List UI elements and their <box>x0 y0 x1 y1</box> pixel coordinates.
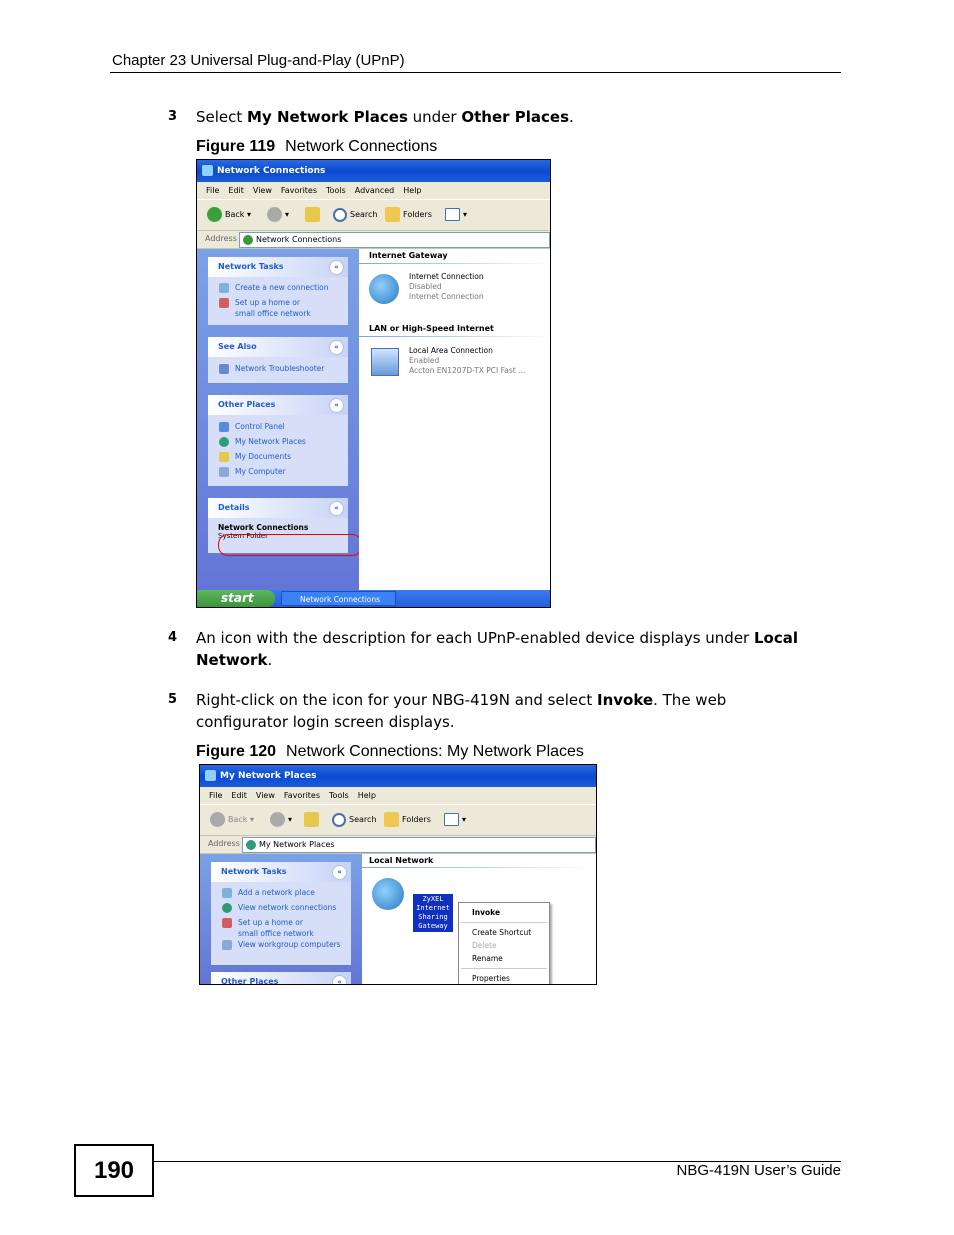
device-label-line: Gateway <box>418 922 448 930</box>
task-create-connection[interactable] <box>208 282 348 297</box>
menu-file[interactable]: File <box>206 186 220 195</box>
device-name: Local Area Connection <box>409 346 493 355</box>
menu-item-properties[interactable]: Properties <box>472 974 510 983</box>
address-label: Address <box>205 234 237 243</box>
home-network-icon <box>219 298 229 308</box>
views-icon <box>444 813 459 826</box>
forward-arrow-icon <box>267 207 282 222</box>
folders-button[interactable] <box>385 206 432 224</box>
step-emphasis: Other Places <box>461 108 570 126</box>
back-arrow-icon <box>210 812 225 827</box>
panel-title: Details <box>218 503 250 512</box>
step-number: 4 <box>168 630 178 645</box>
task-home-network[interactable] <box>211 917 323 939</box>
folders-label: Folders <box>403 210 432 219</box>
section-divider <box>359 336 550 337</box>
device-label[interactable] <box>413 894 453 932</box>
menu-favorites[interactable]: Favorites <box>280 186 318 195</box>
details-type: System Folder <box>218 532 268 540</box>
start-label: start <box>221 591 254 605</box>
collapse-chevron-icon[interactable]: « <box>332 975 347 985</box>
task-pane <box>200 854 362 984</box>
device-label-line: Internet <box>416 904 450 912</box>
address-value: My Network Places <box>259 840 335 849</box>
task-label: View network connections <box>238 903 337 912</box>
device-name: Internet Connection <box>409 272 484 281</box>
address-field[interactable] <box>242 837 596 853</box>
device-status: Enabled <box>409 356 440 365</box>
section-lan: LAN or High-Speed Internet <box>369 324 494 333</box>
panel-header[interactable] <box>208 498 348 518</box>
step-5 <box>0 689 954 733</box>
up-folder-icon <box>304 812 319 827</box>
menu-view[interactable]: View <box>252 186 272 195</box>
toolbar <box>200 805 596 836</box>
task-label: Set up a home or small office network <box>235 298 311 318</box>
device-description: Internet Connection <box>409 292 484 301</box>
step-text: . <box>569 108 574 126</box>
section-divider <box>359 263 550 264</box>
link-label: My Documents <box>235 452 292 461</box>
toolbar <box>197 200 550 231</box>
step-emphasis: My Network Places <box>247 108 408 126</box>
menu-separator <box>461 968 547 969</box>
step-text: . The web configurator login screen displays. <box>196 691 727 731</box>
section-divider <box>362 867 596 868</box>
link-my-documents[interactable] <box>208 451 348 466</box>
context-menu <box>458 902 550 985</box>
views-icon <box>445 208 460 221</box>
link-my-computer[interactable] <box>208 466 348 481</box>
panel-title: Other Places <box>218 400 276 409</box>
step-3 <box>0 106 954 128</box>
menu-bar <box>200 787 596 805</box>
network-places-icon <box>246 840 256 850</box>
window-titlebar[interactable] <box>200 765 596 787</box>
step-emphasis: Invoke <box>597 691 654 709</box>
section-internet-gateway: Internet Gateway <box>369 251 448 260</box>
menu-item-create-shortcut[interactable]: Create Shortcut <box>472 928 532 937</box>
menu-edit[interactable]: Edit <box>231 791 247 800</box>
step-emphasis: Local Network <box>196 629 799 669</box>
panel-header[interactable] <box>208 395 348 415</box>
folders-icon <box>384 812 399 827</box>
add-network-place-icon <box>222 888 232 898</box>
address-value: Network Connections <box>256 235 342 244</box>
step-text: . <box>267 651 273 669</box>
folders-button[interactable] <box>384 811 431 829</box>
control-panel-icon <box>219 422 229 432</box>
network-places-icon <box>219 437 229 447</box>
menu-edit[interactable]: Edit <box>228 186 244 195</box>
chapter-header: Chapter 23 Universal Plug-and-Play (UPnP) <box>112 52 405 69</box>
network-connections-window <box>196 159 551 608</box>
task-home-network[interactable] <box>208 297 320 319</box>
figure-label: Figure 120 <box>196 743 277 760</box>
step-text: Select <box>196 108 248 126</box>
menu-item-rename[interactable]: Rename <box>472 954 503 963</box>
menu-favorites[interactable]: Favorites <box>283 791 321 800</box>
link-network-troubleshooter[interactable] <box>208 363 348 378</box>
search-button[interactable] <box>332 811 376 829</box>
panel-title: Network Tasks <box>221 867 287 876</box>
computer-icon <box>219 467 229 477</box>
network-connections-icon <box>202 165 213 176</box>
back-label: Back <box>225 210 245 219</box>
address-label: Address <box>208 839 240 848</box>
forward-button[interactable]: ▾ <box>270 811 292 829</box>
figure-caption-text: Network Connections: My Network Places <box>286 743 584 760</box>
figure-120-caption <box>196 743 584 761</box>
task-label: Add a network place <box>238 888 315 897</box>
search-label: Search <box>349 815 377 824</box>
task-label: Create a new connection <box>235 283 329 292</box>
panel-title: See Also <box>218 342 257 351</box>
device-label-line: Sharing <box>418 913 448 921</box>
internet-gateway-icon <box>369 274 399 304</box>
new-connection-icon <box>219 283 229 293</box>
window-titlebar[interactable] <box>197 160 550 182</box>
window-title: Network Connections <box>217 166 326 176</box>
guide-title: NBG-419N User’s Guide <box>676 1162 841 1179</box>
views-button[interactable]: ▾ <box>445 206 467 224</box>
device-label-line: ZyXEL <box>422 895 444 903</box>
start-button[interactable] <box>197 590 275 607</box>
panel-header[interactable] <box>208 337 348 357</box>
workgroup-computers-icon <box>222 940 232 950</box>
other-places-panel <box>208 395 348 486</box>
up-folder-icon <box>305 207 320 222</box>
taskbar <box>197 590 550 607</box>
folders-label: Folders <box>402 815 431 824</box>
other-places-panel <box>211 972 351 985</box>
link-control-panel[interactable] <box>208 421 348 436</box>
header-rule <box>110 72 841 73</box>
panel-header[interactable] <box>208 257 348 277</box>
back-button[interactable]: Back ▾ <box>210 811 254 829</box>
menu-item-delete: Delete <box>472 941 497 950</box>
network-places-icon <box>205 770 216 781</box>
forward-button[interactable]: ▾ <box>267 206 289 224</box>
figure-119-caption <box>196 138 437 156</box>
collapse-chevron-icon[interactable]: « <box>329 260 344 275</box>
menu-separator <box>461 922 547 923</box>
panel-title: Other Places <box>221 977 279 985</box>
link-label: My Computer <box>235 467 286 476</box>
page-number: 190 <box>74 1144 154 1197</box>
up-folder-button[interactable] <box>305 206 323 224</box>
home-network-icon <box>222 918 232 928</box>
documents-folder-icon <box>219 452 229 462</box>
network-tasks-panel <box>211 862 351 965</box>
help-icon <box>219 364 229 374</box>
back-arrow-icon <box>207 207 222 222</box>
network-connections-icon <box>222 903 232 913</box>
back-label: Back <box>228 815 248 824</box>
my-network-places-window <box>199 764 597 985</box>
panel-title: Network Tasks <box>218 262 284 271</box>
device-description: Accton EN1207D-TX PCI Fast ... <box>409 366 526 375</box>
link-label: Control Panel <box>235 422 285 431</box>
link-label: Network Troubleshooter <box>235 364 325 373</box>
search-label: Search <box>350 210 378 219</box>
content-area <box>359 249 550 590</box>
window-title: My Network Places <box>220 771 317 781</box>
menu-bar <box>197 182 550 200</box>
step-number: 5 <box>168 692 178 707</box>
forward-arrow-icon <box>270 812 285 827</box>
see-also-panel <box>208 337 348 383</box>
task-label: Network Connections <box>300 595 381 604</box>
folders-icon <box>385 207 400 222</box>
collapse-chevron-icon[interactable]: « <box>332 865 347 880</box>
up-folder-button[interactable] <box>304 811 322 829</box>
taskbar-network-connections[interactable] <box>281 591 396 606</box>
task-label: Set up a home or small office network <box>238 918 314 938</box>
back-button[interactable]: Back ▾ <box>207 206 251 224</box>
local-area-connection-item[interactable] <box>369 346 549 386</box>
step-text: Right-click on the icon for your NBG-419N and select <box>196 691 598 709</box>
task-label: View workgroup computers <box>238 940 341 949</box>
panel-header[interactable] <box>211 972 351 985</box>
lan-connection-icon <box>371 348 399 376</box>
figure-caption-text: Network Connections <box>285 138 438 155</box>
task-view-connections[interactable] <box>211 902 351 917</box>
link-my-network-places[interactable] <box>208 436 348 451</box>
step-4 <box>0 627 954 671</box>
search-button[interactable] <box>333 206 377 224</box>
task-add-network-place[interactable] <box>211 887 351 902</box>
gateway-device-icon[interactable] <box>372 878 404 910</box>
search-icon <box>332 813 346 827</box>
search-icon <box>333 208 347 222</box>
menu-view[interactable]: View <box>255 791 275 800</box>
internet-connection-item[interactable] <box>369 272 539 312</box>
views-button[interactable]: ▾ <box>444 811 466 829</box>
step-text: under <box>407 108 462 126</box>
address-bar <box>200 836 596 854</box>
step-number: 3 <box>168 109 178 124</box>
link-label: My Network Places <box>235 437 306 446</box>
menu-help[interactable]: Help <box>357 791 376 800</box>
highlight-oval <box>218 534 362 556</box>
step-text: An icon with the description for each UPnP-enabled device displays under <box>196 629 754 647</box>
menu-advanced[interactable]: Advanced <box>354 186 395 195</box>
details-name: Network Connections <box>218 523 309 532</box>
task-view-workgroup[interactable] <box>211 939 351 954</box>
content-area <box>362 854 596 984</box>
figure-label: Figure 119 <box>196 138 276 155</box>
menu-file[interactable]: File <box>209 791 223 800</box>
device-status: Disabled <box>409 282 442 291</box>
address-bar <box>197 231 550 249</box>
collapse-chevron-icon[interactable]: « <box>329 340 344 355</box>
menu-tools[interactable]: Tools <box>329 791 349 800</box>
network-icon <box>243 235 253 245</box>
menu-item-invoke[interactable]: Invoke <box>472 908 501 917</box>
menu-tools[interactable]: Tools <box>326 186 346 195</box>
collapse-chevron-icon[interactable]: « <box>329 501 344 516</box>
menu-help[interactable]: Help <box>403 186 422 195</box>
address-field[interactable] <box>239 232 550 248</box>
panel-header[interactable] <box>211 862 351 882</box>
section-local-network: Local Network <box>369 856 434 865</box>
network-tasks-panel <box>208 257 348 325</box>
collapse-chevron-icon[interactable]: « <box>329 398 344 413</box>
